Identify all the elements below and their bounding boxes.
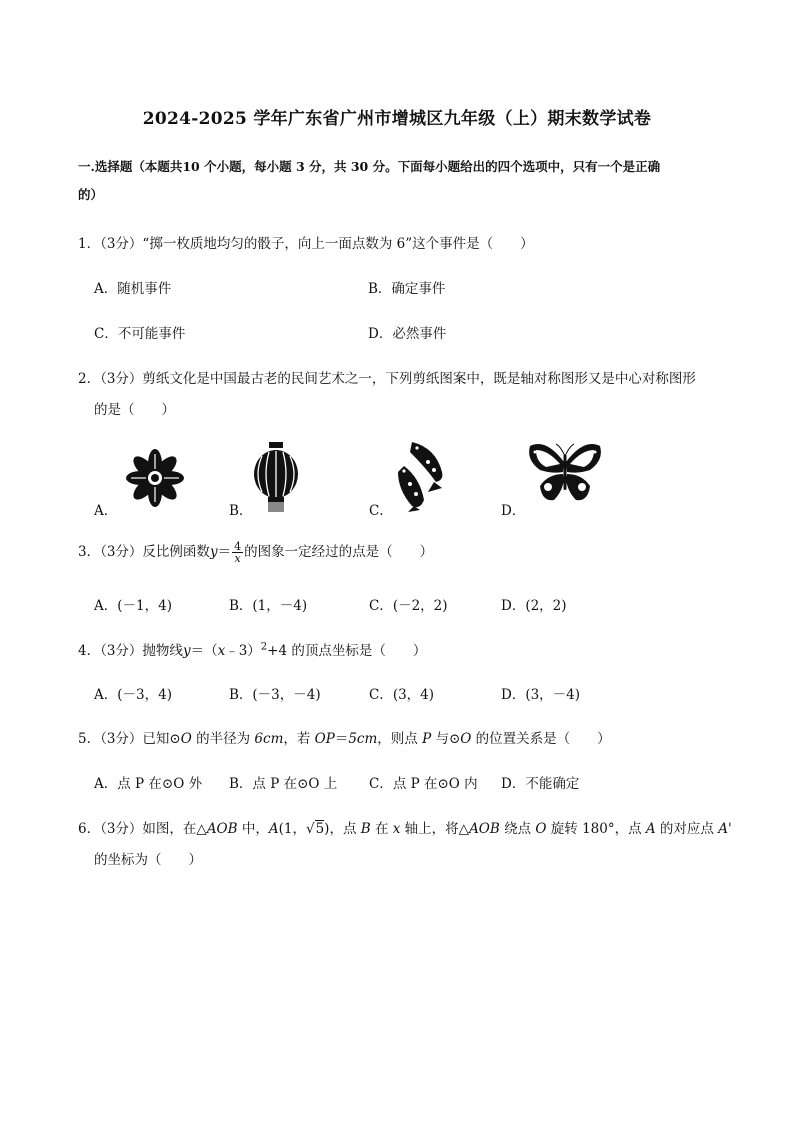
text-part: 5．（3分）已知⊙ xyxy=(78,731,181,747)
question-5-option-b: B．点 P 在⊙O 上 xyxy=(229,776,338,792)
question-2-stem-line2: 的是（ ） xyxy=(94,402,175,418)
question-3-prefix: 3．（3分）反比例函数 xyxy=(78,544,210,560)
section-heading-line2: 的） xyxy=(78,187,104,202)
variable-p: P xyxy=(422,731,432,747)
equation-part: ﹣3） xyxy=(225,643,261,659)
question-1-option-c: C．不可能事件 xyxy=(94,326,186,342)
equals-sign: ＝ xyxy=(217,544,232,560)
question-3-suffix: 的图象一定经过的点是（ ） xyxy=(244,544,434,560)
page-title: 2024-2025 学年广东省广州市增城区九年级（上）期末数学试卷 xyxy=(142,109,652,129)
question-4-stem xyxy=(78,639,426,659)
radius-value: 6cm xyxy=(254,731,284,747)
variable-o: O xyxy=(180,731,192,747)
question-4-option-c: C．(3，4) xyxy=(369,687,435,703)
triangle-label: AOB xyxy=(469,821,500,837)
fraction-denominator: x xyxy=(234,552,241,565)
question-2-option-a: A． xyxy=(94,503,118,519)
text-part: 轴上，将△ xyxy=(400,821,470,837)
variable-x: x xyxy=(217,643,226,659)
variable-y: y xyxy=(182,643,191,659)
question-6-stem-line1: 6．（3分）如图，在△AOB 中，A(1，√5)，点 B 在 x 轴上，将△AOB 绕点 O 旋转 180°，点 A 的对应点 A' xyxy=(78,821,732,837)
text-part: 的半径为 xyxy=(191,731,255,747)
butterfly-papercut-image xyxy=(526,440,604,506)
question-5-option-d: D．不能确定 xyxy=(501,776,580,792)
question-3-option-d: D．(2，2) xyxy=(501,598,567,614)
question-4-suffix: +4 的顶点坐标是（ ） xyxy=(267,643,427,659)
exponent: 2 xyxy=(260,641,268,653)
question-2-option-c: C． xyxy=(369,503,393,519)
question-1-option-a: A．随机事件 xyxy=(94,281,172,297)
flower-papercut-image xyxy=(118,446,192,510)
question-6-stem-line2: 的坐标为（ ） xyxy=(94,852,202,868)
question-5-option-c: C．点 P 在⊙O 内 xyxy=(369,776,478,792)
distance-value: 5cm xyxy=(348,731,378,747)
question-3-option-b: B．(1，－4) xyxy=(229,598,308,614)
text-part: 的位置关系是（ ） xyxy=(471,731,611,747)
lantern-papercut-image xyxy=(252,440,300,514)
question-2-option-d: D． xyxy=(501,503,526,519)
question-1-option-b: B．确定事件 xyxy=(368,281,446,297)
text-part: 的对应点 xyxy=(655,821,719,837)
question-4-option-a: A．(－3，4) xyxy=(94,687,172,703)
text-part: ＝ xyxy=(334,731,349,747)
text-part: )，点 xyxy=(324,821,361,837)
text-part: 旋转 180°，点 xyxy=(546,821,646,837)
section-heading-line1: 一.选择题（本题共10 个小题，每小题 3 分，共 30 分。下面每小题给出的四个选项中，只有一个是正确 xyxy=(78,159,661,174)
fraction-numerator: 4 xyxy=(234,540,242,553)
koi-fish-papercut-image xyxy=(390,438,460,512)
text-part: 在 xyxy=(370,821,393,837)
question-3-stem xyxy=(78,540,433,564)
question-1-stem: 1．（3分）“掷一枚质地均匀的骰子，向上一面点数为 6”这个事件是（ ） xyxy=(78,236,534,252)
fraction-4-over-x xyxy=(232,541,243,564)
question-2-stem-line1: 2．（3分）剪纸文化是中国最古老的民间艺术之一，下列剪纸图案中，既是轴对称图形又是中心对称图形 xyxy=(78,371,696,387)
text-part: ，则点 xyxy=(377,731,423,747)
variable-op: OP xyxy=(314,731,335,747)
point-a-prime: A' xyxy=(718,821,732,837)
question-4-prefix: 4．（3分）抛物线 xyxy=(78,643,183,659)
text-part: (1， xyxy=(278,821,306,837)
question-4-option-b: B．(－3，－4) xyxy=(229,687,321,703)
point-b: B xyxy=(360,821,371,837)
sqrt-radicand: 5 xyxy=(315,821,325,837)
point-o: O xyxy=(535,821,547,837)
point-a: A xyxy=(645,821,656,837)
text-part: 中， xyxy=(237,821,269,837)
question-5-stem xyxy=(78,727,611,747)
equation-part: ＝（ xyxy=(190,643,218,659)
point-a: A xyxy=(268,821,279,837)
question-2-option-b: B． xyxy=(229,503,253,519)
variable-y: y xyxy=(209,544,218,560)
text-part: ，若 xyxy=(283,731,315,747)
question-4-option-d: D．(3，－4) xyxy=(501,687,581,703)
text-part: 6．（3分）如图，在△ xyxy=(78,821,207,837)
question-1-option-d: D．必然事件 xyxy=(368,326,447,342)
variable-x: x xyxy=(392,821,401,837)
text-part: 绕点 xyxy=(499,821,536,837)
variable-o: O xyxy=(460,731,472,747)
question-5-option-a: A．点 P 在⊙O 外 xyxy=(94,776,203,792)
triangle-label: AOB xyxy=(206,821,238,837)
text-part: 与⊙ xyxy=(431,731,461,747)
question-3-option-a: A．(－1，4) xyxy=(94,598,172,614)
question-3-option-c: C．(－2，2) xyxy=(369,598,448,614)
